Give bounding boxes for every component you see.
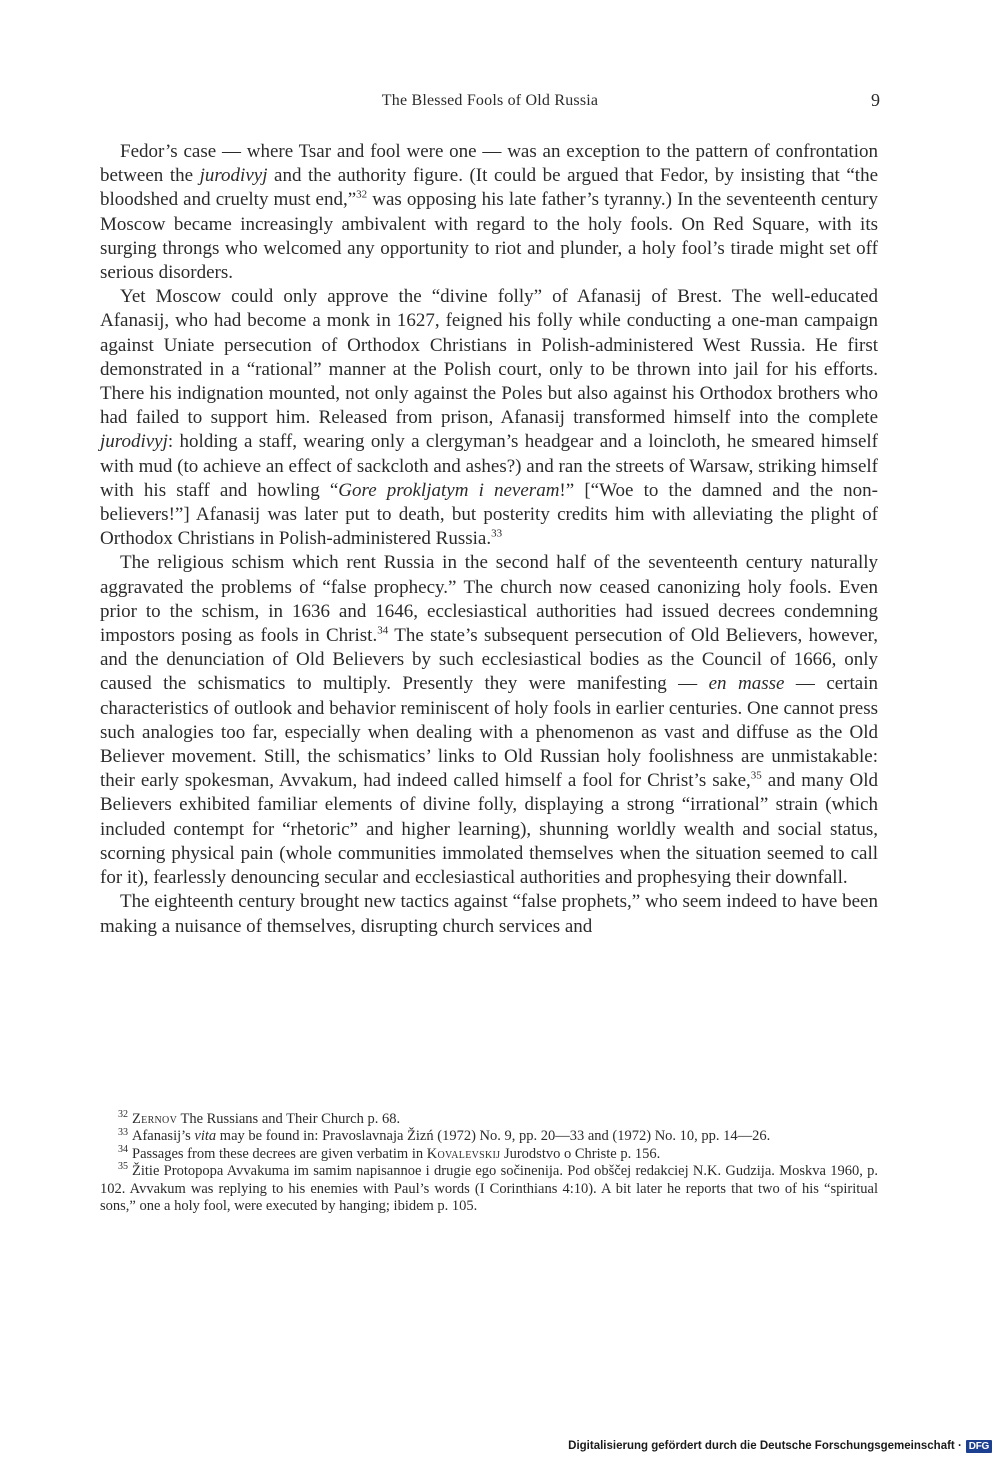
footnote xyxy=(100,1143,878,1163)
footnote xyxy=(100,1163,878,1215)
text-run: The religious schism which rent Russia in the second half of the seventeenth century naturally aggravated the problems of “false prophecy.” The church now ceased canonizing holy fools. Even prior to the schism, in 1636 and 1646, ecclesiastical authorities had issued decrees condemning impostors posing as fools in Christ. xyxy=(100,552,878,647)
text-run: was opposing his late father’s tyranny.) In the seventeenth century Moscow became increasingly ambivalent with regard to the holy fools. On Red Square, with its surging throngs who welcomed any opportunity to riot and plunder, a holy fool’s tirade might set off serious disorders. xyxy=(100,189,879,284)
text-run: and many Old Believers exhibited familiar elements of divine folly, displaying a strong “irrational” strain (which included contempt for “rhetoric” and higher learning), shunning worldly wealth and social status, scorning physical pain (whole communities immolated themselves when the situation seemed to call for it), fearlessly denouncing secular and ecclesiastical authorities and prophesying their downfall. xyxy=(100,770,878,889)
italic-text: en masse xyxy=(708,673,785,695)
paragraph xyxy=(100,140,878,285)
text-run: Yet Moscow could only approve the “divine folly” of Afanasij of Brest. The well-educated Afanasij, who had become a monk in 1627, feigned his folly while conducting a one-man campaign against Uniate persecution of Orthodox Christians in Polish-administered West Russia. He first demonstrated in a “rational” manner at the Polish court, only to be thrown into jail for his efforts. There his indignation mounted, not only against the Poles but also against his Orthodox brothers who had failed to support him. Released from prison, Afanasij transformed himself into the complete xyxy=(100,286,878,429)
page-number: 9 xyxy=(871,90,880,110)
credit-text: Digitalisierung gefördert durch die Deutsche Forschungsgemeinschaft · xyxy=(568,1440,962,1452)
paragraph xyxy=(100,890,878,938)
text-run: Fedor’s case — where Tsar and fool were one — was an exception to the pattern of confrontation between the xyxy=(100,141,878,187)
footnote-ref: 32 xyxy=(356,189,368,202)
paragraph xyxy=(100,285,878,551)
text-run: The Russians and Their Church p. 68. xyxy=(177,1111,401,1127)
text-run: and the authority figure. (It could be argued that Fedor, by insisting that “the bloodshed and cruelty must end,” xyxy=(100,165,878,211)
italic-text: jurodivyj xyxy=(100,431,168,453)
footnote xyxy=(100,1111,878,1128)
footnote-ref: 35 xyxy=(750,769,762,782)
footnote-ref: 33 xyxy=(491,527,503,540)
text-run: Jurodstvo o Christe p. 156. xyxy=(500,1145,661,1162)
text-run: : holding a staff, wearing only a clergyman’s headgear and a loincloth, he smeared himself with mud (to achieve an effect of sackcloth and ashes?) and ran the streets of Warsaw, striking himself with his staff and howling “ xyxy=(100,431,878,501)
text-run: The state’s subsequent persecution of Old Believers, however, and the denunciation of Old Believers by such ecclesiastical bodies as the Council of 1666, only caused the schismatics to multiply. Presently they were manifesting — xyxy=(100,625,878,695)
footnote-number: 32 xyxy=(118,1109,128,1121)
text-run: — certain characteristics of outlook and behavior reminiscent of holy fools in earlier centuries. One cannot press such analogies too far, especially when dealing with a phenomenon as vast and diffuse as the Old Believer movement. Still, the schismatics’ links to Old Russian holy foolishness are unmistakable: their early spokesman, Avvakum, had indeed called himself a fool for Christ’s sake, xyxy=(100,673,878,792)
text-run: Afanasij’s xyxy=(132,1128,195,1145)
body-text xyxy=(100,140,878,939)
author-name: Zernov xyxy=(132,1111,178,1127)
digitization-credit xyxy=(568,1437,992,1455)
author-name: Kovalevskij xyxy=(426,1145,501,1162)
footnote-number: 33 xyxy=(118,1126,128,1138)
text-run: Žitie Protopopa Avvakuma im samim napisannoe i drugie ego sočinenija. Pod obščej redakciej N.K. Gudzija. Moskva 1960, p. 102. Avvakum was replying to his enemies with Paul’s words (I Corinthians 4:10). A bit later he reports that two of his “spiritual sons,” one a holy fool, were executed by hanging; ibidem p. 105. xyxy=(100,1163,878,1215)
text-run: may be found in: Pravoslavnaja Žizń (1972) No. 9, pp. 20—33 and (1972) No. 10, pp. 14—26. xyxy=(216,1128,771,1145)
text-run: !” [“Woe to the damned and the non-believers!”] Afanasij was later put to death, but posterity credits him with alleviating the plight of Orthodox Christians in Polish-administered Russia. xyxy=(100,479,878,550)
footnote-ref: 34 xyxy=(377,624,389,637)
italic-text: jurodivyj xyxy=(199,165,268,187)
footnotes xyxy=(100,1111,878,1215)
footnote-number: 34 xyxy=(118,1143,128,1155)
dfg-logo-icon: DFG xyxy=(966,1440,992,1453)
italic-text: vita xyxy=(194,1128,217,1145)
italic-text: Gore prokljatym i neveram xyxy=(338,479,560,501)
paragraph xyxy=(100,551,878,890)
text-run: The eighteenth century brought new tactics against “false prophets,” who seem indeed to have been making a nuisance of themselves, disrupting church services and xyxy=(100,891,878,937)
footnote xyxy=(100,1128,878,1145)
footnote-number: 35 xyxy=(118,1161,128,1173)
running-head xyxy=(100,90,880,114)
text-run: Passages from these decrees are given verbatim in xyxy=(132,1145,427,1162)
running-head-title: The Blessed Fools of Old Russia xyxy=(381,92,599,109)
